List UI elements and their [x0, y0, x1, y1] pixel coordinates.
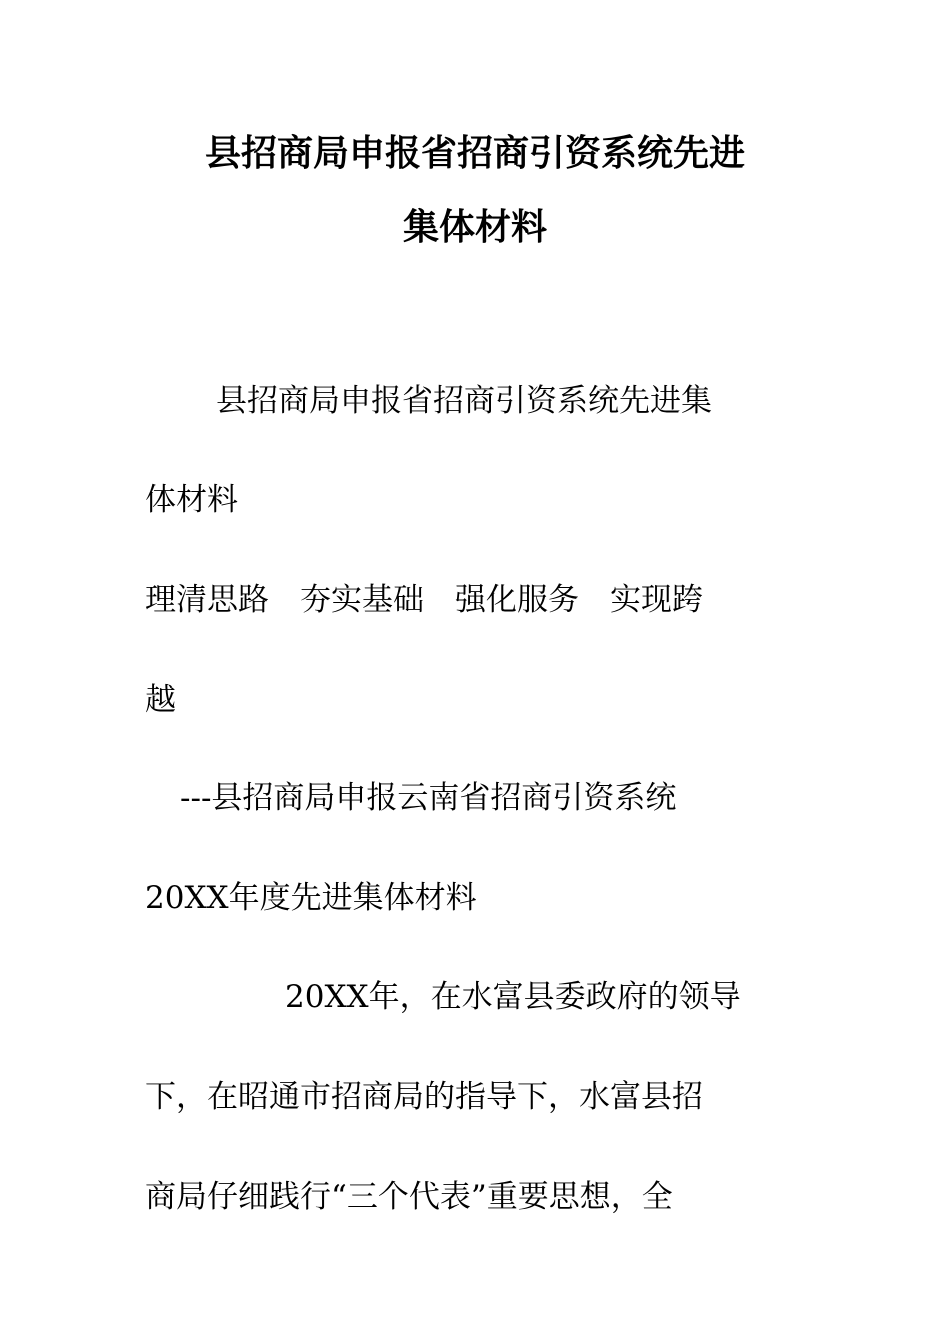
body-line: 体材料 [145, 482, 238, 518]
document-title-line-2: 集体材料 [402, 207, 547, 248]
body-line: 越 [145, 682, 176, 718]
body-line: 20XX年，在水富县委政府的领导 [285, 979, 741, 1015]
body-line: 县招商局申报省招商引资系统先进集 [216, 383, 712, 419]
body-line: 20XX年度先进集体材料 [145, 880, 477, 916]
body-line: ---县招商局申报云南省招商引资系统 [180, 780, 677, 816]
body-line: 下，在昭通市招商局的指导下，水富县招 [145, 1079, 703, 1115]
document-title-line-1: 县招商局申报省招商引资系统先进 [204, 133, 745, 174]
body-line: 商局仔细践行“三个代表”重要思想，全 [145, 1179, 673, 1215]
body-line: 理清思路 夯实基础 强化服务 实现跨 [145, 582, 703, 618]
